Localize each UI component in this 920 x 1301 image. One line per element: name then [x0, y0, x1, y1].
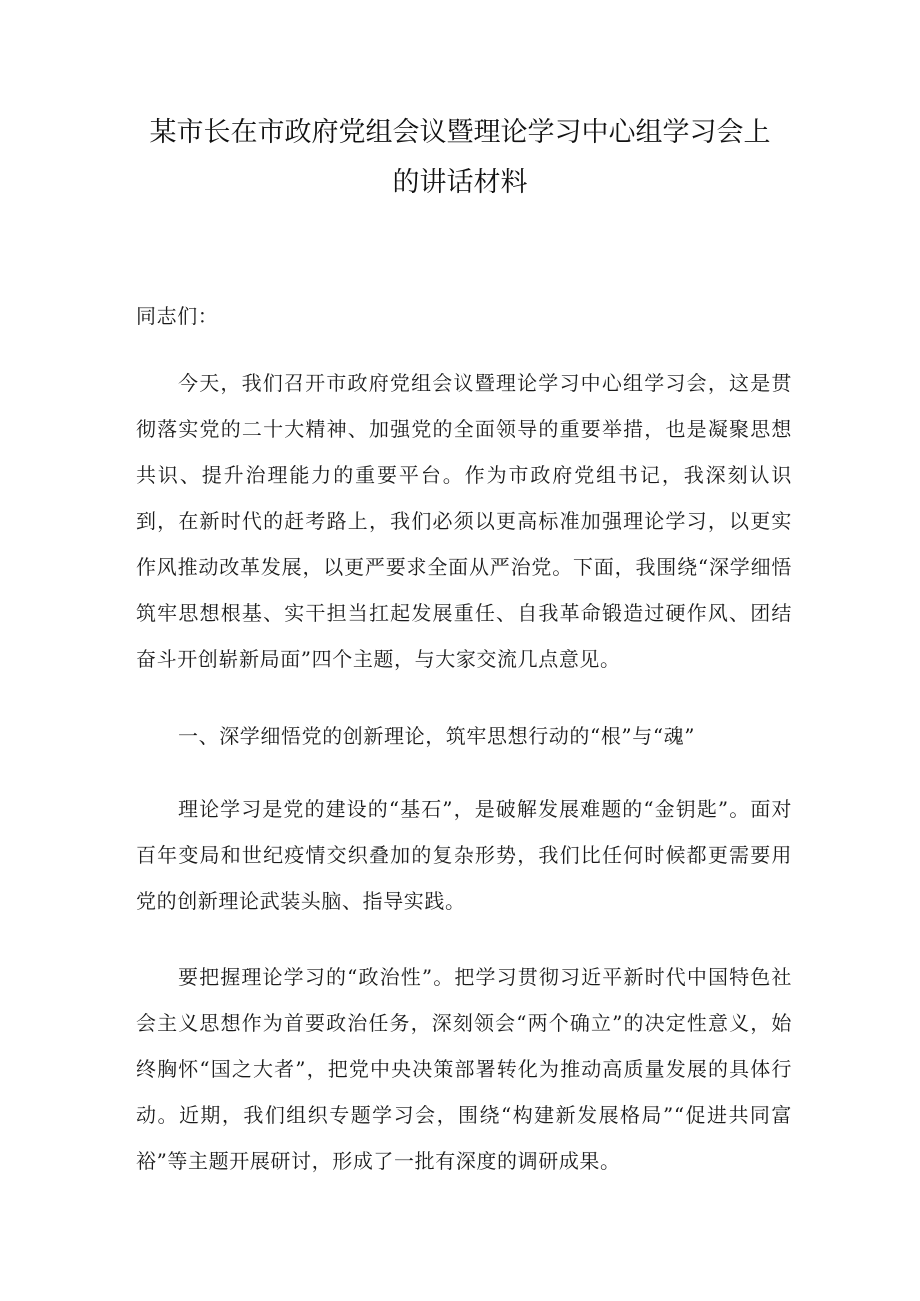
- paragraph-political-nature: 要把握理论学习的“政治性”。把学习贯彻习近平新时代中国特色社会主义思想作为首要政治任务，深刻领会“两个确立”的决定性意义，始终胸怀“国之大者”，把党中央决策部署转化为推动高质量发展的具体行动。近期，我们组织专题学习会，围绕“构建新发展格局”“促进共同富裕”等主题开展研讨，形成了一批有深度的调研成果。: [136, 965, 792, 1173]
- paragraph-theory-study: 理论学习是党的建设的“基石”，是破解发展难题的“金钥匙”。面对百年变局和世纪疫情交织叠加的复杂形势，我们比任何时候都更需要用党的创新理论武装头脑、指导实践。: [136, 797, 792, 913]
- document-title-line-2: 的讲话材料: [392, 167, 528, 198]
- document-title-line-1: 某市长在市政府党组会议暨理论学习中心组学习会上: [149, 117, 771, 148]
- section-heading-1: 一、深学细悟党的创新理论，筑牢思想行动的“根”与“魂”: [178, 724, 696, 748]
- salutation: 同志们：: [136, 304, 219, 328]
- paragraph-intro: 今天，我们召开市政府党组会议暨理论学习中心组学习会，这是贯彻落实党的二十大精神、加强党的全面领导的重要举措，也是凝聚思想共识、提升治理能力的重要平台。作为市政府党组书记，我深刻认识到，在新时代的赶考路上，我们必须以更高标准加强理论学习，以更实作风推动改革发展，以更严要求全面从严治党。下面，我围绕“深学细悟筑牢思想根基、实干担当扛起发展重任、自我革命锻造过硬作风、团结奋斗开创崭新局面”四个主题，与大家交流几点意见。: [136, 371, 792, 671]
